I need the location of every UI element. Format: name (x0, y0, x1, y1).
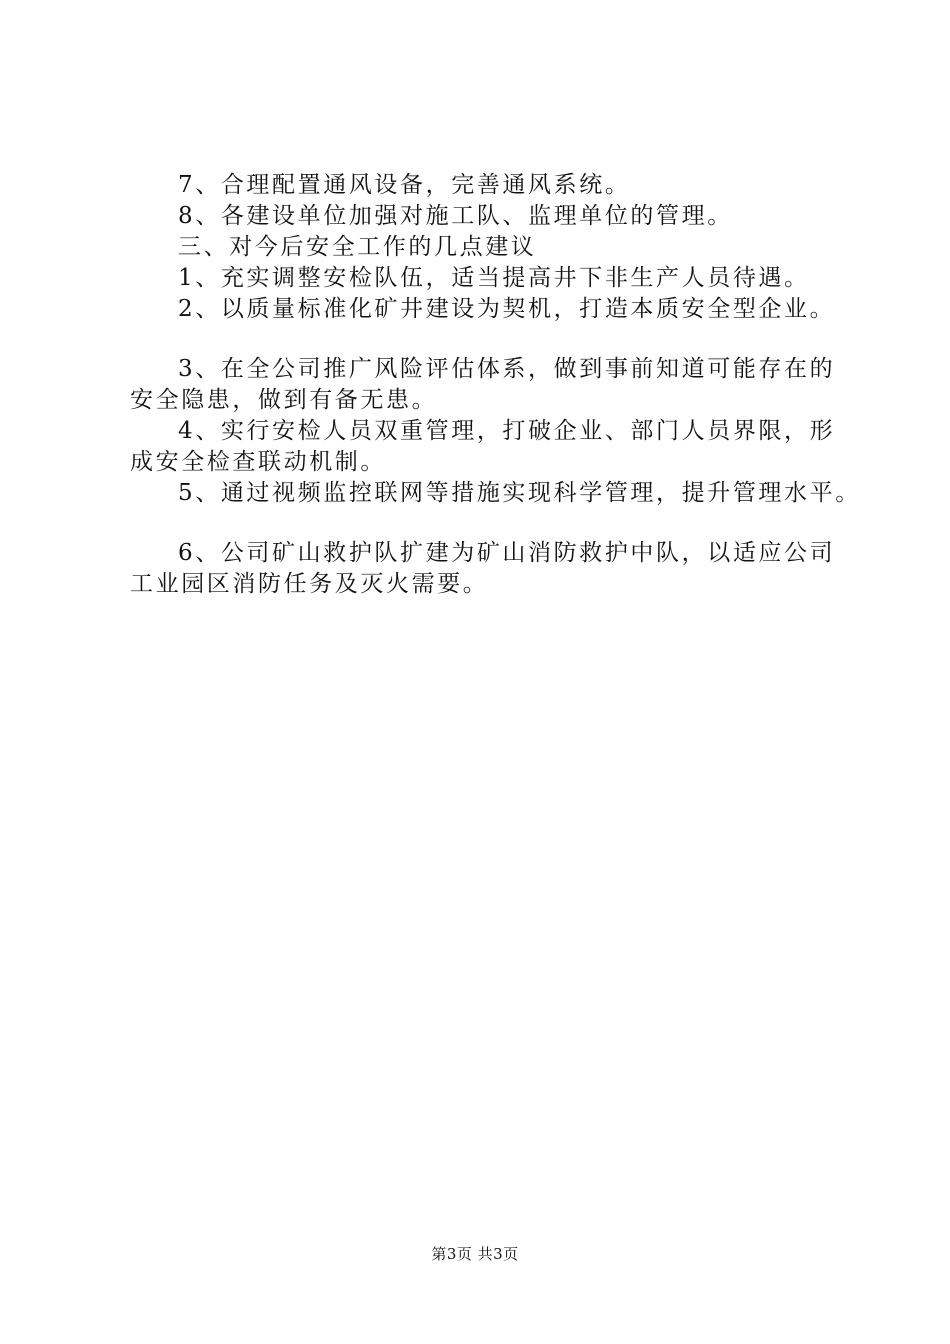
suggestion-item-6-line-2: 工业园区消防任务及灭火需要。 (130, 571, 489, 597)
suggestion-item-4-line-1: 4、实行安检人员双重管理，打破企业、部门人员界限，形 (178, 418, 836, 444)
paragraph-gap (130, 325, 850, 354)
paragraph-item-8: 8、各建设单位加强对施工队、监理单位的管理。 (178, 203, 733, 229)
document-body (130, 170, 861, 600)
suggestion-item-3-line-1: 3、在全公司推广风险评估体系，做到事前知道可能存在的 (178, 356, 836, 382)
page-number-footer: 第3页 共3页 (431, 1245, 519, 1263)
suggestion-item-2: 2、以质量标准化矿井建设为契机，打造本质安全型企业。 (178, 296, 836, 322)
section-heading-suggestions: 三、对今后安全工作的几点建议 (178, 234, 537, 260)
suggestion-item-5: 5、通过视频监控联网等措施实现科学管理，提升管理水平。 (178, 480, 861, 506)
suggestion-item-1: 1、充实调整安检队伍，适当提高井下非生产人员待遇。 (178, 265, 810, 291)
suggestion-item-6-line-1: 6、公司矿山救护队扩建为矿山消防救护中队，以适应公司 (178, 540, 836, 566)
suggestion-item-3-line-2: 安全隐患，做到有备无患。 (130, 387, 438, 413)
paragraph-gap (130, 509, 850, 538)
suggestion-item-4-line-2: 成安全检查联动机制。 (130, 449, 386, 475)
paragraph-item-7: 7、合理配置通风设备，完善通风系统。 (178, 172, 631, 198)
